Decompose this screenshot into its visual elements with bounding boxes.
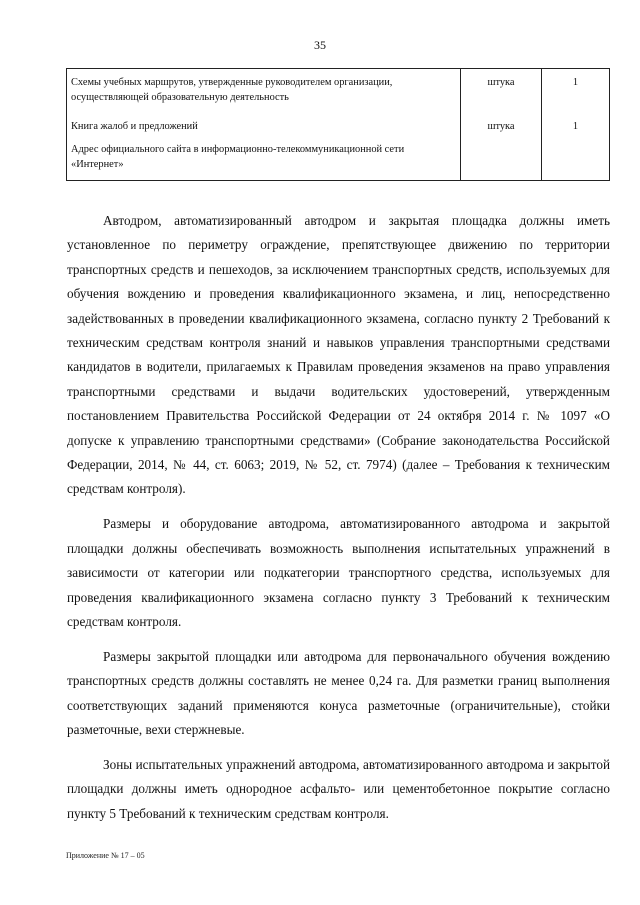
paragraph: Зоны испытательных упражнений автодрома, автоматизированного автодрома и закрытой площадки должны иметь однородное асфальто- или цементобетонное покрытие согласно пункту 5 Требований к техническим средствам контроля. bbox=[67, 757, 610, 821]
equipment-table bbox=[66, 68, 610, 181]
paragraph: Автодром, автоматизированный автодром и закрытая площадка должны иметь установленное по периметру ограждение, препятствующее движению по территории транспортных средств и пешеходов, за исключением транспортных средств, используемых для обучения вождению и проведения квалификационного экзамена, и лиц, непосредственно задействованных в проведении квалификационного экзамена, согласно пункту 2 Требований к техническим средствам контроля знаний и навыков управления транспортными средствами кандидатов в водители, прилагаемых к Правилам проведения экзаменов на право управления транспортными средствами и выдачи водительских удостоверений, утвержденным постановлением Правительства Российской Федерации от 24 октября 2014 г. № 1097 «О допуске к управлению транспортными средствами» (Собрание законодательства Российской Федерации, 2014, № 44, ст. 6063; 2019, № 52, ст. 7974) (далее – Требования к техническим средствам контроля). bbox=[67, 213, 610, 497]
table-row bbox=[67, 113, 610, 136]
footer-note: Приложение № 17 – 05 bbox=[66, 851, 145, 860]
table-cell-qty: 1 bbox=[542, 69, 610, 114]
table-row bbox=[67, 69, 610, 114]
table-cell-qty bbox=[542, 136, 610, 181]
table-cell-unit: штука bbox=[461, 113, 542, 136]
table-cell-qty: 1 bbox=[542, 113, 610, 136]
table-cell-name: Схемы учебных маршрутов, утвержденные руководителем организации, осуществляющей образовательную деятельность bbox=[67, 69, 461, 114]
table-row bbox=[67, 136, 610, 181]
table-cell-name: Адрес официального сайта в информационно-телекоммуникационной сети «Интернет» bbox=[67, 136, 461, 181]
table-cell-name: Книга жалоб и предложений bbox=[67, 113, 461, 136]
table-cell-unit: штука bbox=[461, 69, 542, 114]
document-body bbox=[67, 209, 610, 837]
page-number: 35 bbox=[314, 38, 326, 52]
table-cell-unit bbox=[461, 136, 542, 181]
paragraph: Размеры и оборудование автодрома, автоматизированного автодрома и закрытой площадки должны обеспечивать возможность выполнения испытательных упражнений в зависимости от категории или подкатегории транспортного средства, используемых для проведения квалификационного экзамена согласно пункту 3 Требований к техническим средствам контроля. bbox=[67, 516, 610, 629]
paragraph: Размеры закрытой площадки или автодрома для первоначального обучения вождению транспортных средств должны составлять не менее 0,24 га. Для разметки границ выполнения соответствующих заданий применяются конуса разметочные (ограничительные), стойки разметочные, вехи стержневые. bbox=[67, 648, 610, 738]
